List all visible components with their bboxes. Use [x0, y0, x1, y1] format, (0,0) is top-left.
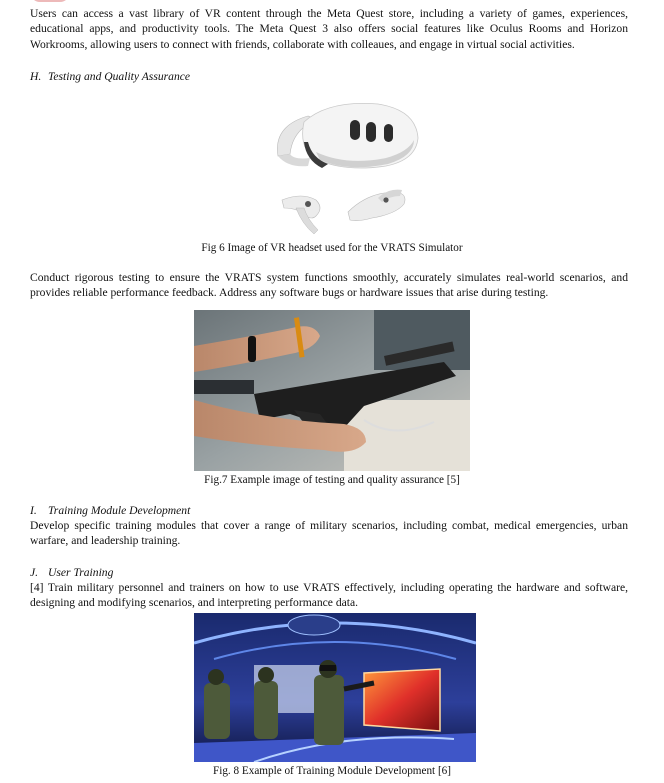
intro-paragraph: Users can access a vast library of VR content through the Meta Quest store, including a variety of games, experiences, educational apps, and productivity tools. The Meta Quest 3 also offers social features like Oculus Rooms and Horizon Workrooms, allowing users to connect with friends, collaborate with colleaues, and engage in virtual social activities.	[30, 7, 628, 51]
section-h-number: H.	[30, 70, 42, 83]
section-h-title: Testing and Quality Assurance	[48, 70, 191, 83]
user-training-paragraph: [4] Train military personnel and trainers on how to use VRATS effectively, including operating the hardware and software, designing and modifying scenarios, and interpreting performance data.	[30, 581, 628, 610]
training-module-paragraph: Develop specific training modules that cover a range of military scenarios, including combat, medical emergencies, urban warfare, and leadership training.	[30, 519, 628, 548]
page-top-decoration	[30, 0, 70, 2]
section-i-heading	[30, 503, 190, 518]
section-j-heading	[30, 565, 113, 580]
figure-7-caption: Fig.7 Example image of testing and quality assurance [5]	[204, 474, 460, 486]
testing-paragraph: Conduct rigorous testing to ensure the VRATS system functions smoothly, accurately simulates real-world scenarios, and provides reliable performance feedback. Address any software bugs or hardware issues that arise during testing.	[30, 271, 628, 300]
section-h-heading	[30, 69, 190, 84]
section-i-number: I.	[30, 504, 37, 517]
figure-6-caption: Fig 6 Image of VR headset used for the VRATS Simulator	[201, 242, 463, 254]
figure-7-testing-photo	[194, 310, 470, 471]
figure-6-vr-headset	[268, 96, 428, 238]
section-j-title: User Training	[48, 566, 114, 579]
section-i-title: Training Module Development	[48, 504, 191, 517]
figure-8-caption: Fig. 8 Example of Training Module Development [6]	[212, 765, 452, 777]
figure-8-training-photo	[194, 613, 476, 762]
section-j-number: J.	[30, 566, 39, 579]
